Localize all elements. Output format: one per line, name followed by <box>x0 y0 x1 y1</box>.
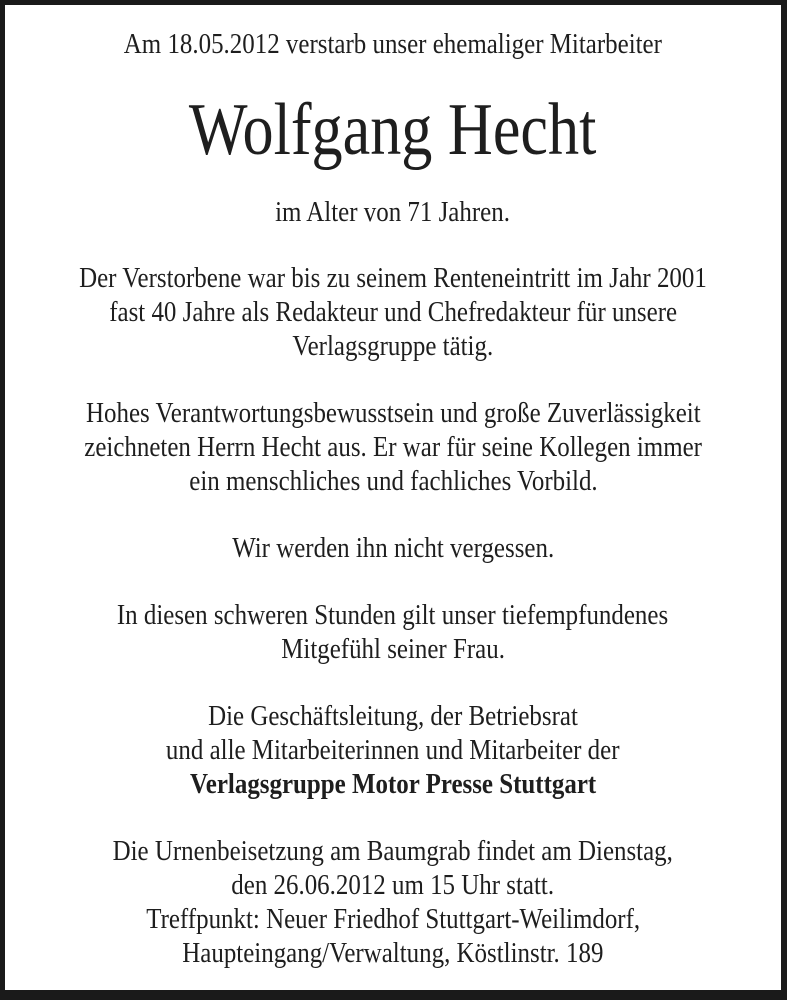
deceased-name <box>5 90 781 170</box>
funeral-line-1 <box>5 834 781 868</box>
funeral-line-3 <box>5 902 781 936</box>
condolence-text: Mitgefühl seiner Frau. <box>281 633 505 665</box>
company-text: Verlagsgruppe Motor Presse Stuttgart <box>189 768 597 800</box>
condolence-line-2 <box>5 632 781 666</box>
age-line <box>5 195 781 229</box>
remembrance-line <box>5 531 781 565</box>
intro-line <box>5 27 781 61</box>
career-text: Der Verstorbene war bis zu seinem Renteneintritt im Jahr 2001 <box>79 262 707 294</box>
funeral-text: den 26.06.2012 um 15 Uhr statt. <box>231 869 555 901</box>
tribute-text: Hohes Verantwortungsbewusstsein und große Zuverlässigkeit <box>85 397 701 429</box>
signature-text: und alle Mitarbeiterinnen und Mitarbeiter der <box>166 734 620 766</box>
signature-line-2 <box>5 733 781 767</box>
tribute-text: ein menschliches und fachliches Vorbild. <box>188 465 598 497</box>
funeral-text: Haupteingang/Verwaltung, Köstlinstr. 189 <box>182 937 604 969</box>
career-line-1 <box>5 261 781 295</box>
company-name <box>5 767 781 801</box>
tribute-text: zeichneten Herrn Hecht aus. Er war für seine Kollegen immer <box>84 431 702 463</box>
career-text: fast 40 Jahre als Redakteur und Chefredakteur für unsere <box>109 296 677 328</box>
funeral-text: Die Urnenbeisetzung am Baumgrab findet am Dienstag, <box>112 835 674 867</box>
career-line-3 <box>5 329 781 363</box>
obituary-notice <box>5 5 781 990</box>
signature-text: Die Geschäftsleitung, der Betriebsrat <box>208 700 578 732</box>
signature-line-1 <box>5 699 781 733</box>
funeral-text: Treffpunkt: Neuer Friedhof Stuttgart-Weilimdorf, <box>146 903 640 935</box>
condolence-line-1 <box>5 598 781 632</box>
condolence-text: In diesen schweren Stunden gilt unser tiefempfundenes <box>117 599 669 631</box>
tribute-line-1 <box>5 396 781 430</box>
tribute-line-3 <box>5 464 781 498</box>
career-line-2 <box>5 295 781 329</box>
tribute-line-2 <box>5 430 781 464</box>
funeral-line-4 <box>5 936 781 970</box>
career-text: Verlagsgruppe tätig. <box>292 330 494 362</box>
funeral-line-2 <box>5 868 781 902</box>
intro-text: Am 18.05.2012 verstarb unser ehemaliger Mitarbeiter <box>123 28 663 60</box>
name-text: Wolfgang Hecht <box>189 89 597 171</box>
age-text: im Alter von 71 Jahren. <box>275 196 511 228</box>
remembrance-text: Wir werden ihn nicht vergessen. <box>232 532 554 564</box>
